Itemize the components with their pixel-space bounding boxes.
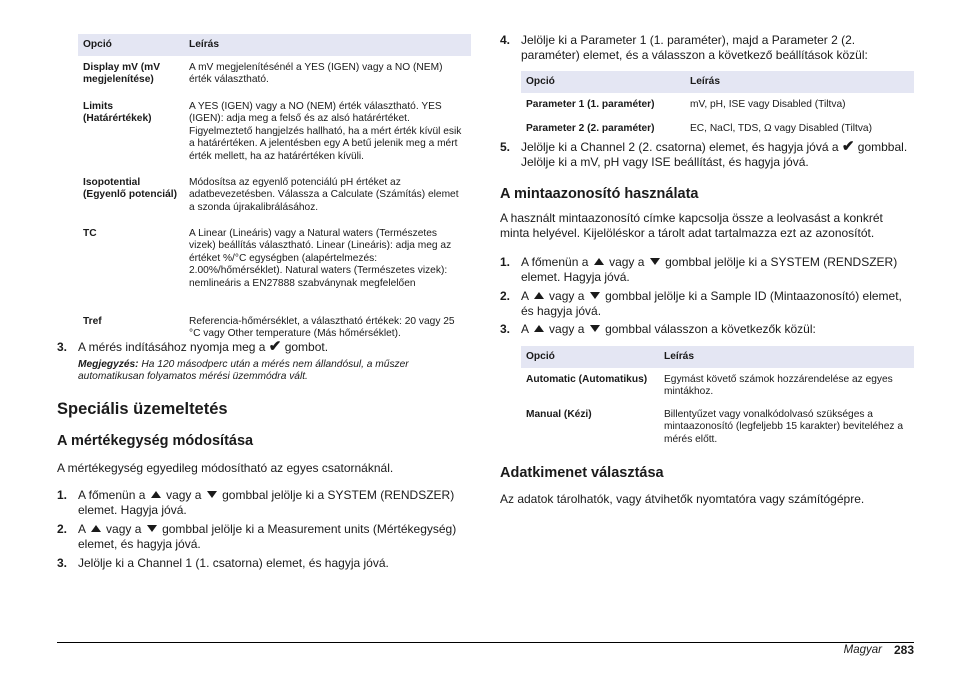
options-table-wrap <box>78 34 471 343</box>
up-arrow-icon <box>594 258 604 265</box>
option-name: Display mV (mV megjelenítése) <box>78 57 184 96</box>
down-arrow-icon <box>590 325 600 332</box>
sample-id-table <box>521 346 914 448</box>
option-description: mV, pH, ISE vagy Disabled (Tiltva) <box>685 94 914 118</box>
note-text: Ha 120 másodperc után a mérés nem állandósul, a műszer automatikusan folyamatos mérési üzemmódra vált. <box>78 359 409 383</box>
up-arrow-icon <box>91 525 101 532</box>
subsection-title: A mértékegység módosítása <box>57 433 254 449</box>
step-number: 2. <box>57 522 68 536</box>
step-number: 3. <box>57 556 68 570</box>
table-row <box>521 94 914 118</box>
footer-language: Magyar <box>843 644 882 656</box>
option-description: A Linear (Lineáris) vagy a Natural waters (Természetes vizek) beállítás választható. Linear (Lineáris): adja meg az értéket %/°C egységben (alapértelmezés: 2.00%/hőmérséklet). Natural waters (Természetes vizek): nemlineáris a EN27888 szabványnak megfelelően <box>184 223 471 311</box>
step-text: A <box>521 289 529 303</box>
up-arrow-icon <box>151 491 161 498</box>
step-number: 5. <box>500 140 511 154</box>
checkmark-icon: ✔ <box>268 338 282 355</box>
option-name: Limits (Határértékek) <box>78 96 184 172</box>
step-number: 4. <box>500 33 511 47</box>
option-description: A mV megjelenítésénél a YES (IGEN) vagy a NO (NEM) érték választható. <box>184 57 471 96</box>
step-text: vagy a <box>166 488 202 502</box>
step-number: 3. <box>57 340 68 354</box>
note-label: Megjegyzés: <box>78 359 139 370</box>
up-arrow-icon <box>534 292 544 299</box>
down-arrow-icon <box>650 258 660 265</box>
subsection-title: A mintaazonosító használata <box>500 186 699 202</box>
list-item <box>500 322 914 337</box>
paragraph: A használt mintaazonosító címke kapcsolja össze a leolvasást a konkrét minta helyével. Kijelöléskor a tárolt adat tartalmazza ezt az azonosítót. <box>500 211 883 240</box>
step-number: 1. <box>500 255 511 269</box>
step-text: gombbal jelölje ki a SYSTEM (RENDSZER) elemet. Hagyja jóvá. <box>521 255 898 284</box>
step-text: vagy a <box>106 522 142 536</box>
step-text: A <box>78 522 86 536</box>
step-number: 3. <box>500 322 511 336</box>
option-name: Tref <box>78 311 184 343</box>
section-title: Speciális üzemeltetés <box>57 400 228 418</box>
parameter-table-wrap <box>521 71 914 137</box>
step-text: gombbal jelölje ki a Sample ID (Mintaazonosító) elemet, és hagyja jóvá. <box>521 289 902 318</box>
step-text: A főmenün a <box>78 488 146 502</box>
column-header: Opció <box>521 346 659 369</box>
list-item <box>500 289 914 319</box>
options-table <box>78 34 471 343</box>
step-text: gombbal válasszon a következők közül: <box>605 322 816 336</box>
down-arrow-icon <box>590 292 600 299</box>
option-name: Isopotential (Egyenlő potenciál) <box>78 172 184 223</box>
list-item <box>500 140 914 170</box>
step-text: gombot. <box>284 340 329 354</box>
column-header: Opció <box>521 71 685 94</box>
step-text: Jelölje ki a Channel 2 (2. csatorna) elemet, és hagyja jóvá a <box>521 140 839 154</box>
checkmark-icon: ✔ <box>841 138 855 155</box>
step-text: A <box>521 322 529 336</box>
step-number: 1. <box>57 488 68 502</box>
option-description: Módosítsa az egyenlő potenciálú pH értéket az adatbevezetésben. Válassza a Calculate (Számítás) elemet a szonda újrakalibrálásához. <box>184 172 471 223</box>
option-name: Parameter 1 (1. paraméter) <box>521 94 685 118</box>
option-name: Parameter 2 (2. paraméter) <box>521 118 685 138</box>
page-number: 283 <box>893 643 914 657</box>
list-item <box>500 33 914 63</box>
step-text: Jelölje ki a Channel 1 (1. csatorna) elemet, és hagyja jóvá. <box>78 556 389 570</box>
column-header: Leírás <box>685 71 914 94</box>
step-text: A főmenün a <box>521 255 589 269</box>
note <box>78 359 471 384</box>
step-text: vagy a <box>549 289 585 303</box>
option-description: Billentyűzet vagy vonalkódolvasó szükséges a mintaazonosító (legfeljebb 15 karakter) beviteléhez a mérés előtt. <box>659 404 914 449</box>
parameter-table <box>521 71 914 137</box>
step-text: gombbal jelölje ki a SYSTEM (RENDSZER) elemet. Hagyja jóvá. <box>78 488 455 517</box>
table-row <box>78 96 471 172</box>
down-arrow-icon <box>147 525 157 532</box>
subsection-title: Adatkimenet választása <box>500 465 664 481</box>
down-arrow-icon <box>207 491 217 498</box>
footer-divider <box>57 642 914 643</box>
step-text: gombbal jelölje ki a Measurement units (Mértékegység) elemet, és hagyja jóvá. <box>78 522 457 551</box>
list-item <box>500 255 914 285</box>
list-item <box>57 556 471 571</box>
option-name: Automatic (Automatikus) <box>521 369 659 404</box>
up-arrow-icon <box>534 325 544 332</box>
table-row <box>521 369 914 404</box>
step-text: A mérés indításához nyomja meg a <box>78 340 266 354</box>
table-row <box>78 172 471 223</box>
table-header-row <box>78 34 471 57</box>
option-description: EC, NaCl, TDS, Ω vagy Disabled (Tiltva) <box>685 118 914 138</box>
step-text: gombbal. Jelölje ki a mV, pH vagy ISE beállítást, és hagyja jóvá. <box>521 140 908 169</box>
table-header-row <box>521 71 914 94</box>
column-header: Opció <box>78 34 184 57</box>
step-text: Jelölje ki a Parameter 1 (1. paraméter), majd a Parameter 2 (2. paraméter) elemet, és a válasszon a következő beállítások közül: <box>521 33 868 62</box>
paragraph: Az adatok tárolhatók, vagy átvihetők nyomtatóra vagy számítógépre. <box>500 492 865 506</box>
sample-id-table-wrap <box>521 346 914 448</box>
step-text: vagy a <box>549 322 585 336</box>
paragraph: A mértékegység egyedileg módosítható az egyes csatornáknál. <box>57 461 394 475</box>
list-item <box>57 488 471 518</box>
table-header-row <box>521 346 914 369</box>
table-row <box>78 57 471 96</box>
step-start-measurement <box>57 340 471 355</box>
option-description: Egymást követő számok hozzárendelése az egyes mintákhoz. <box>659 369 914 404</box>
step-text: vagy a <box>609 255 645 269</box>
column-header: Leírás <box>184 34 471 57</box>
table-row <box>521 404 914 449</box>
column-header: Leírás <box>659 346 914 369</box>
option-description: Referencia-hőmérséklet, a választható értékek: 20 vagy 25 °C vagy Other temperature (Más hőmérséklet). <box>184 311 471 343</box>
table-row <box>78 223 471 311</box>
table-row <box>521 118 914 138</box>
option-name: TC <box>78 223 184 311</box>
list-item <box>57 522 471 552</box>
option-name: Manual (Kézi) <box>521 404 659 449</box>
option-description: A YES (IGEN) vagy a NO (NEM) érték választható. YES (IGEN): adja meg a felső és az alsó határértéket. Figyelmeztető hangjelzés hallható, ha a mért érték kívül esik a határértéken. A jelentésben egy A betű jelenik meg a mért érték mellett, ha az határértéken kívüli. <box>184 96 471 172</box>
step-number: 2. <box>500 289 511 303</box>
